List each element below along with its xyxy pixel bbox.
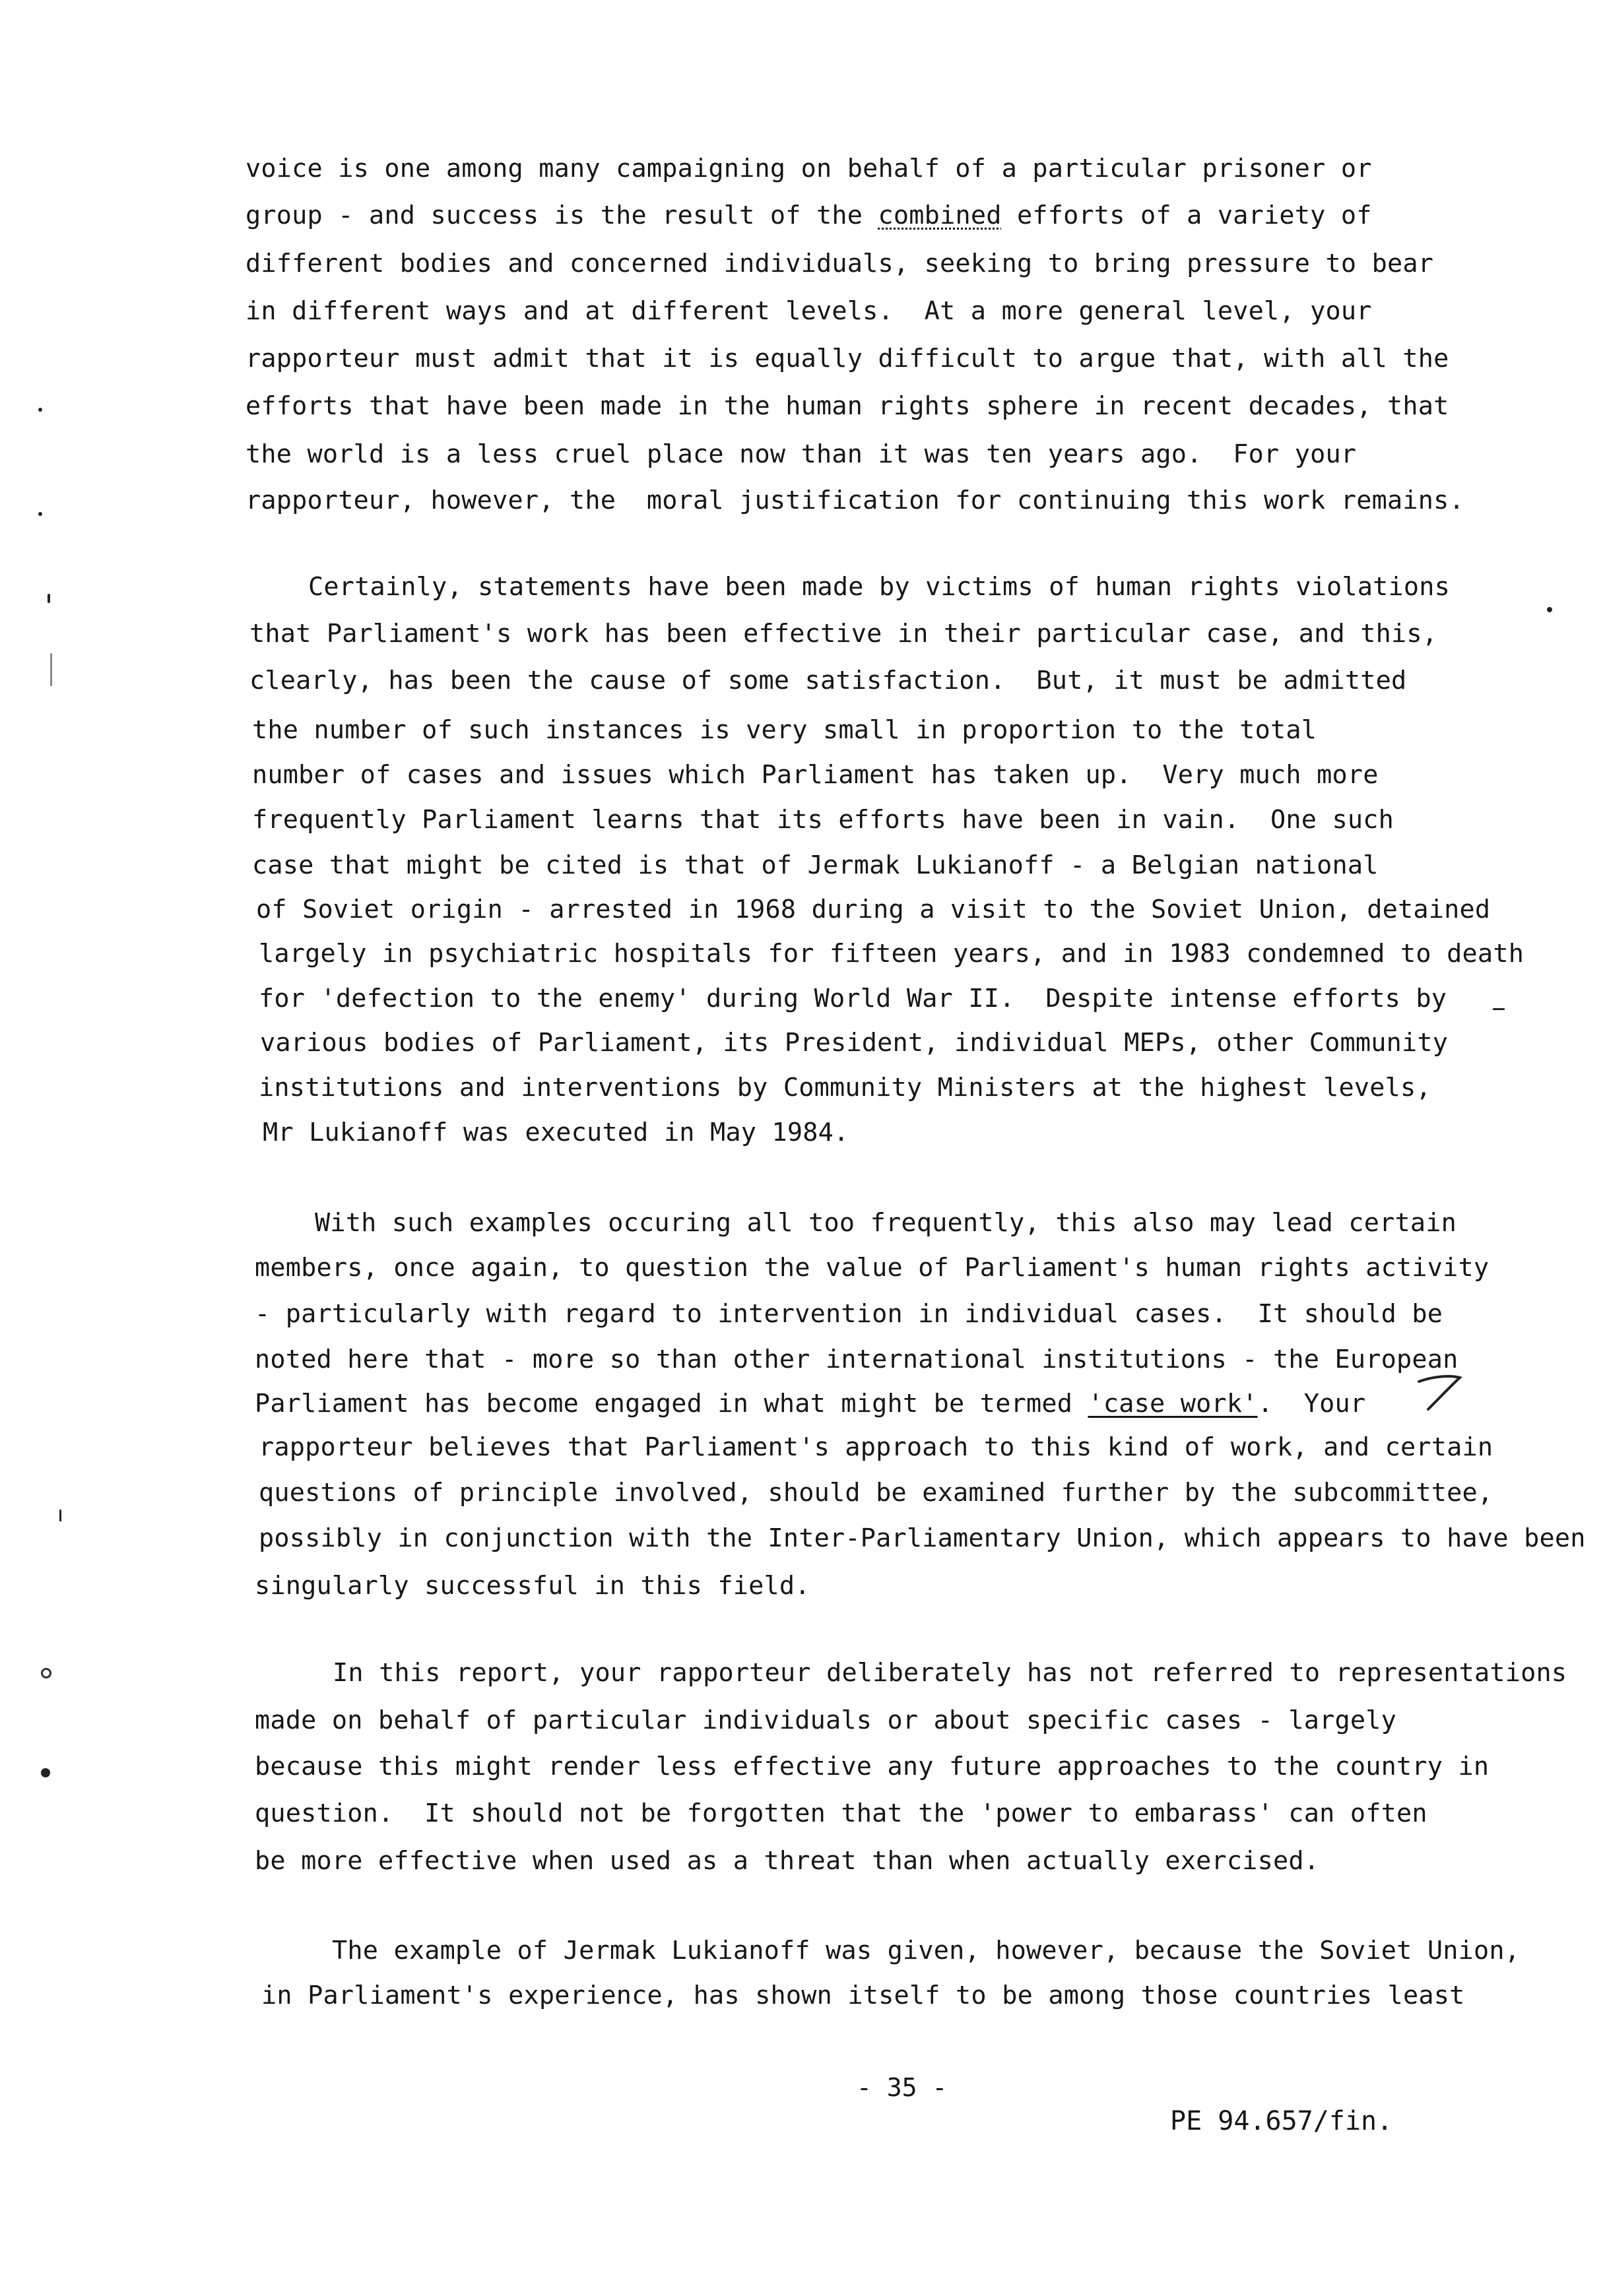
text-line: rapporteur, however, the moral justification for continuing this work remains. — [246, 486, 1464, 515]
text-line: in Parliament's experience, has shown itself to be among those countries least — [261, 1981, 1465, 2010]
text-line: largely in psychiatric hospitals for fifteen years, and in 1983 condemned to death — [259, 939, 1524, 969]
scan-speck — [1547, 607, 1552, 612]
document-reference: PE 94.657/fin. — [1170, 2106, 1393, 2136]
text-line: made on behalf of particular individuals or about specific cases - largely — [255, 1706, 1397, 1735]
underlined-term: 'case work' — [1088, 1389, 1258, 1419]
text-line: that Parliament's work has been effective in their particular case, and this, — [249, 619, 1438, 649]
text-line: of Soviet origin - arrested in 1968 during a visit to the Soviet Union, detained — [256, 895, 1491, 924]
scan-speck — [41, 1768, 50, 1777]
text-segment: Parliament has become engaged in what might be termed — [255, 1389, 1088, 1419]
text-line: different bodies and concerned individuals, seeking to bring pressure to bear — [246, 249, 1434, 278]
text-segment: . Your — [1257, 1389, 1366, 1419]
text-line: In this report, your rapporteur deliberately has not referred to representations — [333, 1658, 1567, 1688]
text-line: The example of Jermak Lukianoff was given, however, because the Soviet Union, — [332, 1936, 1521, 1965]
text-line: questions of principle involved, should be examined further by the subcommittee, — [259, 1478, 1493, 1508]
text-line: frequently Parliament learns that its efforts have been in vain. One such — [252, 805, 1394, 835]
text-line — [255, 1388, 1365, 1420]
text-line: clearly, has been the cause of some satisfaction. But, it must be admitted — [249, 666, 1407, 695]
text-line: various bodies of Parliament, its President, individual MEPs, other Community — [260, 1028, 1449, 1058]
text-line: case that might be cited is that of Jermak Lukianoff - a Belgian national — [252, 850, 1379, 880]
text-line: With such examples occuring all too frequently, this also may lead certain — [315, 1208, 1457, 1238]
underlined-word: combined — [878, 201, 1002, 230]
text-line: in different ways and at different levels. At a more general level, your — [246, 296, 1372, 326]
text-line: number of cases and issues which Parliament has taken up. Very much more — [252, 760, 1379, 790]
text-line: singularly successful in this field. — [255, 1571, 810, 1601]
text-line: members, once again, to question the value of Parliament's human rights activity — [255, 1253, 1490, 1283]
text-line: for 'defection to the enemy' during World War II. Despite intense efforts by — [259, 984, 1447, 1013]
handwritten-mark-icon — [1414, 1372, 1466, 1419]
scan-speck — [48, 594, 50, 603]
text-line: Mr Lukianoff was executed in May 1984. — [263, 1118, 849, 1147]
scan-speck — [59, 1510, 61, 1521]
text-line: noted here that - more so than other international institutions - the European — [255, 1345, 1458, 1374]
text-line: the number of such instances is very small in proportion to the total — [252, 715, 1317, 745]
text-line: voice is one among many campaigning on behalf of a particular prisoner or — [246, 154, 1372, 183]
scan-speck — [41, 1668, 51, 1678]
text-segment: group - and success is the result of the — [246, 201, 878, 230]
text-line: - particularly with regard to intervention in individual cases. It should be — [255, 1299, 1443, 1329]
text-line: Certainly, statements have been made by victims of human rights violations — [308, 572, 1451, 602]
text-line: rapporteur believes that Parliament's approach to this kind of work, and certain — [259, 1432, 1493, 1462]
text-line: question. It should not be forgotten that the 'power to embarass' can often — [255, 1799, 1427, 1828]
text-line: possibly in conjunction with the Inter-Parliamentary Union, which appears to have been — [259, 1523, 1586, 1553]
page-number: - 35 - — [857, 2073, 948, 2102]
text-line: institutions and interventions by Community Ministers at the highest levels, — [259, 1073, 1431, 1102]
text-line — [246, 200, 1372, 232]
scan-speck — [38, 408, 42, 412]
text-line: because this might render less effective any future approaches to the country in — [255, 1752, 1490, 1781]
text-segment: efforts of a variety of — [1001, 201, 1372, 230]
text-line: the world is a less cruel place now than it was ten years ago. For your — [246, 439, 1357, 469]
text-line: rapporteur must admit that it is equally difficult to argue that, with all the — [246, 344, 1449, 373]
scan-speck — [38, 512, 42, 516]
scan-speck — [1493, 1008, 1505, 1010]
text-line: efforts that have been made in the human rights sphere in recent decades, that — [246, 391, 1449, 421]
scan-speck — [50, 653, 52, 686]
text-line: be more effective when used as a threat than when actually exercised. — [255, 1846, 1320, 1876]
